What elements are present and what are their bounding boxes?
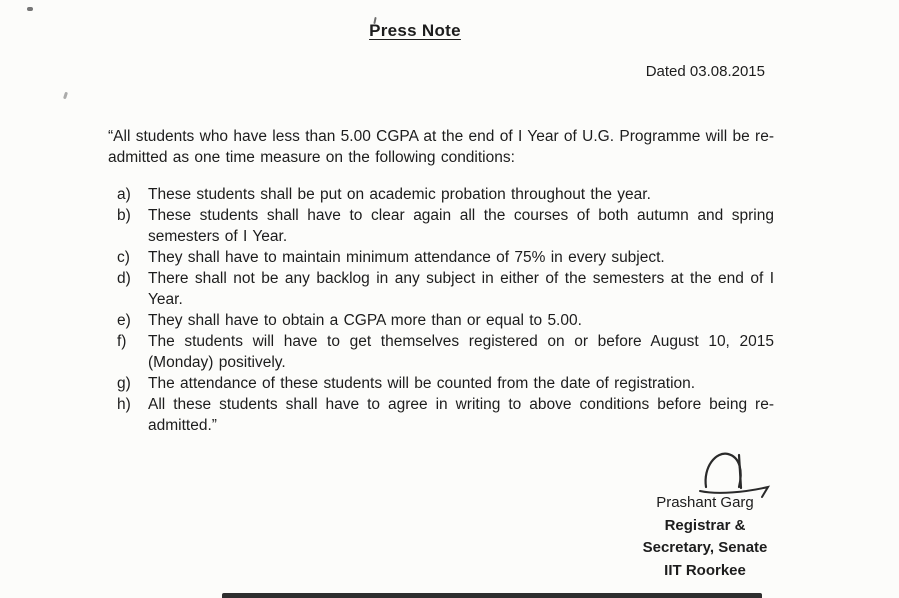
scan-artifact [63, 92, 68, 100]
document-body [108, 126, 774, 436]
condition-label: g) [117, 375, 131, 392]
condition-label: c) [117, 249, 130, 266]
page-title-text: Press Note [369, 21, 461, 40]
signer-name: Prashant Garg [656, 494, 754, 511]
signer-role-line-2: Secretary, Senate [642, 539, 768, 556]
condition-item [108, 268, 774, 310]
condition-label: b) [117, 207, 131, 224]
conditions-list [108, 184, 774, 436]
condition-item [108, 247, 774, 268]
condition-text: These students shall be put on academic probation throughout the year. [148, 186, 651, 203]
condition-item [108, 331, 774, 373]
signature-block [590, 492, 820, 582]
signer-role-line-1: Registrar & [664, 516, 746, 534]
condition-item [108, 184, 774, 205]
condition-text: There shall not be any backlog in any subject in either of the semesters at the end of I Year. [148, 270, 774, 308]
condition-text: All these students shall have to agree in writing to above conditions before being re-admitted.” [148, 396, 774, 434]
condition-text: The attendance of these students will be counted from the date of registration. [148, 375, 696, 392]
condition-label: e) [117, 312, 131, 329]
condition-label: a) [117, 186, 131, 203]
condition-label: d) [117, 270, 131, 287]
condition-text: They shall have to maintain minimum attendance of 75% in every subject. [148, 249, 665, 266]
signer-org: IIT Roorkee [664, 561, 746, 579]
page-title [0, 21, 830, 41]
condition-text: They shall have to obtain a CGPA more than or equal to 5.00. [148, 312, 582, 329]
condition-label: h) [117, 396, 131, 413]
date-line: Dated 03.08.2015 [645, 63, 765, 80]
scan-edge-artifact [222, 593, 762, 598]
scan-artifact [27, 7, 33, 11]
condition-label: f) [117, 333, 127, 350]
condition-item [108, 205, 774, 247]
condition-item [108, 310, 774, 331]
condition-item [108, 373, 774, 394]
condition-text: The students will have to get themselves registered on or before August 10, 2015 (Monday) positively. [148, 333, 774, 371]
condition-text: These students shall have to clear again all the courses of both autumn and spring semesters of I Year. [148, 207, 774, 245]
condition-item [108, 394, 774, 436]
intro-paragraph: “All students who have less than 5.00 CGPA at the end of I Year of U.G. Programme will be re-admitted as one time measure on the following conditions: [108, 128, 774, 166]
